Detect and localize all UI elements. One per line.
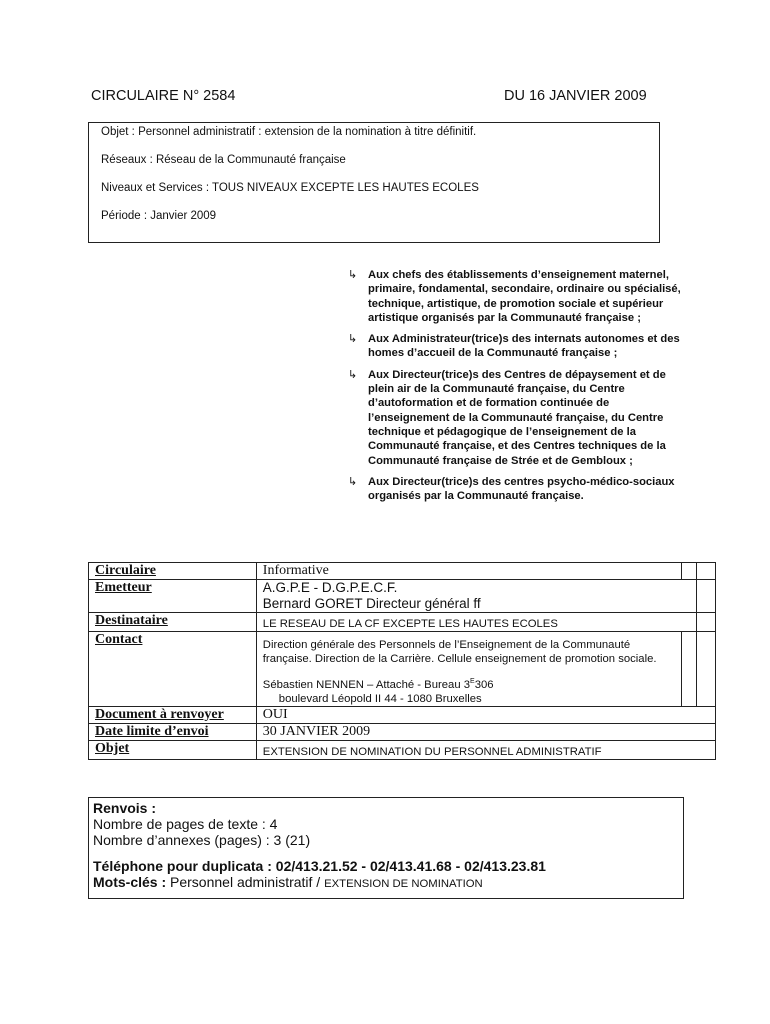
circular-number: CIRCULAIRE N° 2584 — [91, 88, 236, 104]
renvois-pages: Nombre de pages de texte : 4 — [93, 816, 278, 832]
recipient-text: Aux chefs des établissements d’enseignement maternel, primaire, fondamental, secondaire, ordinaire ou spécialisé, technique, artistique, de promotion sociale et supérieur artistique organisés par la Communauté française ; — [368, 269, 681, 324]
objet-line: Objet : Personnel administratif : extension de la nomination à titre définitif. — [101, 126, 477, 138]
emetteur-value — [256, 580, 696, 613]
contact-value — [256, 632, 681, 707]
recipient-text: Aux Administrateur(trice)s des internats autonomes et des homes d’accueil de la Communauté française ; — [368, 333, 680, 360]
renvois-box — [88, 797, 684, 899]
table-row — [89, 613, 716, 632]
empty-cell — [696, 613, 715, 632]
objet-label: Objet — [89, 740, 257, 759]
document-value: OUI — [256, 706, 715, 723]
emetteur-line2: Bernard GORET Directeur général ff — [262, 596, 481, 611]
table-row — [89, 740, 716, 759]
reseaux-line: Réseaux : Réseau de la Communauté française — [101, 154, 346, 166]
objet-value: EXTENSION DE NOMINATION DU PERSONNEL ADMINISTRATIF — [256, 740, 715, 759]
recipient-item — [348, 475, 688, 504]
recipient-item — [348, 332, 688, 361]
periode-line: Période : Janvier 2009 — [101, 210, 217, 222]
destinataire-label: Destinataire — [89, 613, 257, 632]
date-limite-label: Date limite d’envoi — [89, 723, 257, 740]
arrow-bullet-icon: ↳ — [348, 368, 358, 381]
arrow-bullet-icon: ↳ — [348, 333, 358, 346]
mots-cles-b: EXTENSION DE NOMINATION — [324, 878, 483, 890]
contact-person: Sébastien NENNEN – Attaché - Bureau $3^E306$ — [262, 678, 494, 691]
empty-cell — [696, 580, 715, 613]
table-row — [89, 723, 716, 740]
telephone-line: Téléphone pour duplicata : 02/413.21.52 - 02/413.41.68 - 02/413.23.81 — [93, 858, 546, 874]
recipient-item — [348, 268, 688, 325]
table-row — [89, 706, 716, 723]
contact-address: boulevard Léopold II 44 - 1080 Bruxelles — [278, 692, 482, 705]
recipient-item — [348, 368, 688, 468]
date-limite-value: 30 JANVIER 2009 — [256, 723, 715, 740]
mots-cles-a: Personnel administratif / — [170, 874, 325, 890]
mots-cles-line — [93, 874, 679, 892]
empty-cell — [696, 632, 715, 707]
renvois-title: Renvois : — [93, 800, 157, 816]
document-label: Document à renvoyer — [89, 706, 257, 723]
arrow-bullet-icon: ↳ — [348, 269, 358, 281]
table-row — [89, 632, 716, 707]
circulaire-label: Circulaire — [89, 563, 257, 580]
circulaire-value: Informative — [256, 563, 681, 580]
contact-label: Contact — [89, 632, 257, 707]
niveaux-line: Niveaux et Services : TOUS NIVEAUX EXCEPTE LES HAUTES ECOLES — [101, 182, 479, 194]
destinataire-value: LE RESEAU DE LA CF EXCEPTE LES HAUTES ECOLES — [256, 613, 696, 632]
recipient-text: Aux Directeur(trice)s des centres psycho-médico-sociaux organisés par la Communauté française. — [368, 475, 675, 503]
contact-direction: Direction générale des Personnels de l’Enseignement de la Communauté française. Direction de la Carrière. Cellule enseignement de promotion sociale. — [262, 639, 657, 665]
empty-cell — [682, 632, 697, 707]
renvois-annexes: Nombre d’annexes (pages) : 3 (21) — [93, 832, 311, 848]
object-box — [88, 122, 660, 243]
emetteur-line1: A.G.P.E - D.G.P.E.C.F. — [262, 580, 398, 595]
recipient-text: Aux Directeur(trice)s des Centres de dépaysement et de plein air de la Communauté française, du Centre d’autoformation et de formation continuée de l’enseignement de la Communauté française, du Centre technique et pédagogique de l’enseignement de la Communauté française, et des Centres techniques de la Communauté française de Strée et de Gembloux ; — [368, 368, 666, 467]
empty-cell — [696, 563, 715, 580]
info-table — [88, 562, 716, 760]
table-row — [89, 563, 716, 580]
mots-cles-label: Mots-clés : — [93, 874, 171, 890]
table-row — [89, 580, 716, 613]
empty-cell — [682, 563, 697, 580]
emetteur-label: Emetteur — [89, 580, 257, 613]
circular-date: DU 16 JANVIER 2009 — [504, 88, 647, 104]
arrow-bullet-icon: ↳ — [348, 475, 358, 488]
recipients-list — [348, 268, 688, 510]
